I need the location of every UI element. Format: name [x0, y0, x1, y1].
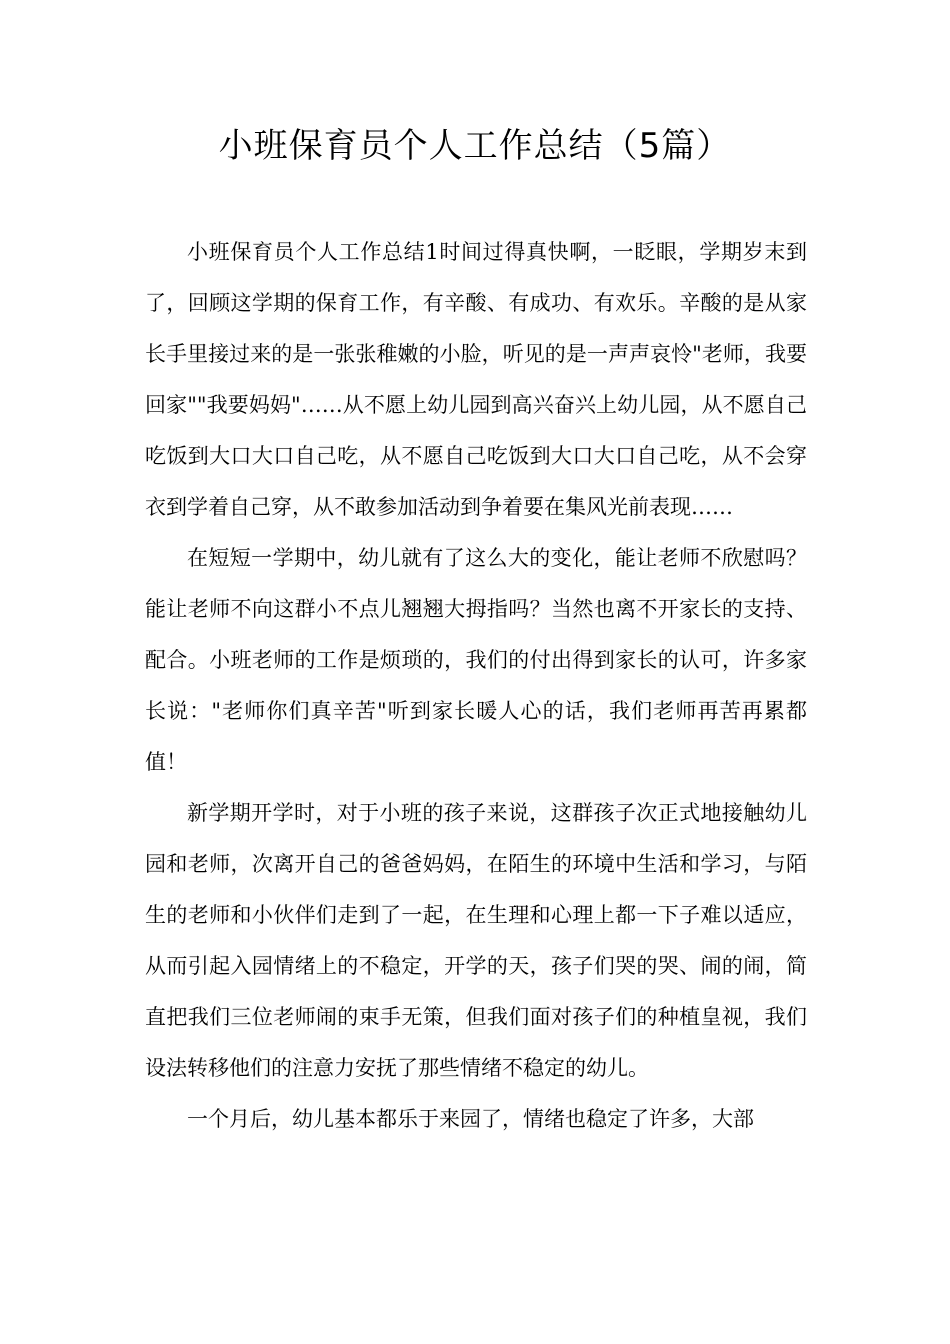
- document-title: 小班保育员个人工作总结（5篇）: [218, 126, 732, 166]
- paragraph-1: 小班保育员个人工作总结1时间过得真快啊，一眨眼，学期岁末到了，回顾这学期的保育工作，有辛酸、有成功、有欢乐。辛酸的是从家长手里接过来的是一张张稚嫩的小脸，听见的是一声声哀怜"老师，我要回家""我要妈妈"……从不愿上幼儿园到高兴奋兴上幼儿园，从不愿自己吃饭到大口大口自己吃，从不愿自己吃饭到大口大口自己吃，从不会穿衣到学着自己穿，从不敢参加活动到争着要在集风光前表现……: [145, 240, 807, 519]
- paragraph-3: 新学期开学时，对于小班的孩子来说，这群孩子次正式地接触幼儿园和老师，次离开自己的爸爸妈妈，在陌生的环境中生活和学习，与陌生的老师和小伙伴们走到了一起，在生理和心理上都一下子难以适应，从而引起入园情绪上的不稳定，开学的天，孩子们哭的哭、闹的闹，简直把我们三位老师闹的束手无策，但我们面对孩子们的种植皇视，我们设法转移他们的注意力安抚了那些情绪不稳定的幼儿。: [145, 801, 807, 1080]
- paragraph-4: 一个月后，幼儿基本都乐于来园了，情绪也稳定了许多，大部: [187, 1107, 754, 1131]
- paragraph-2: 在短短一学期中，幼儿就有了这么大的变化，能让老师不欣慰吗？能让老师不向这群小不点儿翘翘大拇指吗？当然也离不开家长的支持、配合。小班老师的工作是烦琐的，我们的付出得到家长的认可，许多家长说："老师你们真辛苦"听到家长暖人心的话，我们老师再苦再累都值！: [145, 546, 807, 774]
- document-body: [145, 227, 807, 1145]
